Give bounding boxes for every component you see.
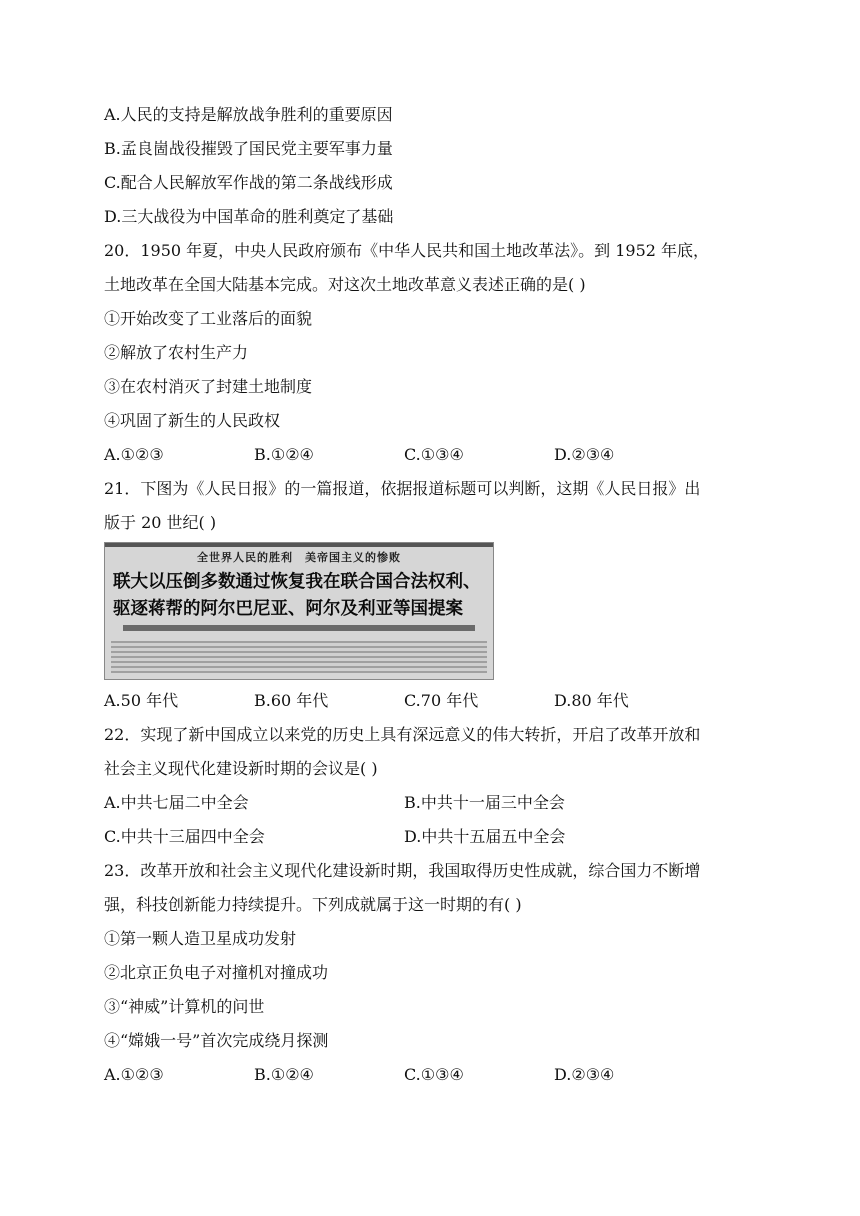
newspaper-headline-top: 全世界人民的胜利 美帝国主义的惨败: [197, 551, 401, 564]
q19-option-b: B.孟良崮战役摧毁了国民党主要军事力量: [104, 139, 393, 158]
q23-item-4: ④“嫦娥一号”首次完成绕月探测: [104, 1031, 329, 1050]
q21-stem-line1: 21．下图为《人民日报》的一篇报道，依据报道标题可以判断，这期《人民日报》出: [104, 479, 701, 498]
q20-item-1: ①开始改变了工业落后的面貌: [104, 309, 313, 328]
q22-stem-line2: 社会主义现代化建设新时期的会议是( ): [104, 759, 378, 778]
q19-option-c: C.配合人民解放军作战的第二条战线形成: [104, 173, 393, 192]
newspaper-clipping-image: [104, 542, 494, 680]
q23-option-a: A.①②③: [104, 1065, 164, 1084]
newspaper-subheadline-smudge: [105, 623, 493, 635]
q20-option-b: B.①②④: [254, 445, 314, 464]
q21-stem-line2: 版于 20 世纪( ): [104, 513, 217, 532]
q20-item-2: ②解放了农村生产力: [104, 343, 249, 362]
q22-option-c: C.中共十三届四中全会: [104, 827, 265, 846]
q23-item-3: ③“神威”计算机的问世: [104, 997, 265, 1016]
q19-option-a: A.人民的支持是解放战争胜利的重要原因: [104, 105, 393, 124]
q20-item-4: ④巩固了新生的人民政权: [104, 411, 281, 430]
q19-option-d: D.三大战役为中国革命的胜利奠定了基础: [104, 207, 394, 226]
q22-option-d: D.中共十五届五中全会: [404, 827, 566, 846]
q20-option-d: D.②③④: [554, 445, 615, 464]
q21-option-b: B.60 年代: [254, 691, 329, 710]
q20-item-3: ③在农村消灭了封建土地制度: [104, 377, 313, 396]
q23-option-d: D.②③④: [554, 1065, 615, 1084]
q23-option-c: C.①③④: [404, 1065, 464, 1084]
q20-stem-line1: 20．1950 年夏，中央人民政府颁布《中华人民共和国土地改革法》。到 1952 年底，: [104, 241, 710, 260]
newspaper-top-rule: [105, 543, 493, 547]
q20-stem-line2: 土地改革在全国大陆基本完成。对这次土地改革意义表述正确的是( ): [104, 275, 586, 294]
q23-stem-line1: 23．改革开放和社会主义现代化建设新时期，我国取得历史性成就，综合国力不断增: [104, 861, 701, 880]
q22-option-a: A.中共七届二中全会: [104, 793, 249, 812]
newspaper-headline-main-1: 联大以压倒多数通过恢复我在联合国合法权利、: [113, 572, 481, 592]
q21-option-c: C.70 年代: [404, 691, 479, 710]
q23-stem-line2: 强，科技创新能力持续提升。下列成就属于这一时期的有( ): [104, 895, 522, 914]
q22-option-b: B.中共十一届三中全会: [404, 793, 565, 812]
newspaper-headline-main-2: 驱逐蒋帮的阿尔巴尼亚、阿尔及利亚等国提案: [113, 599, 463, 619]
q23-item-2: ②北京正负电子对撞机对撞成功: [104, 963, 329, 982]
q21-option-a: A.50 年代: [104, 691, 179, 710]
q23-option-b: B.①②④: [254, 1065, 314, 1084]
q20-option-c: C.①③④: [404, 445, 464, 464]
q21-option-d: D.80 年代: [554, 691, 629, 710]
q23-item-1: ①第一颗人造卫星成功发射: [104, 929, 297, 948]
q22-stem-line1: 22．实现了新中国成立以来党的历史上具有深远意义的伟大转折，开启了改革开放和: [104, 725, 701, 744]
q20-option-a: A.①②③: [104, 445, 164, 464]
newspaper-subheadline-marks: [119, 623, 479, 633]
newspaper-body-text-blur: [111, 641, 487, 673]
